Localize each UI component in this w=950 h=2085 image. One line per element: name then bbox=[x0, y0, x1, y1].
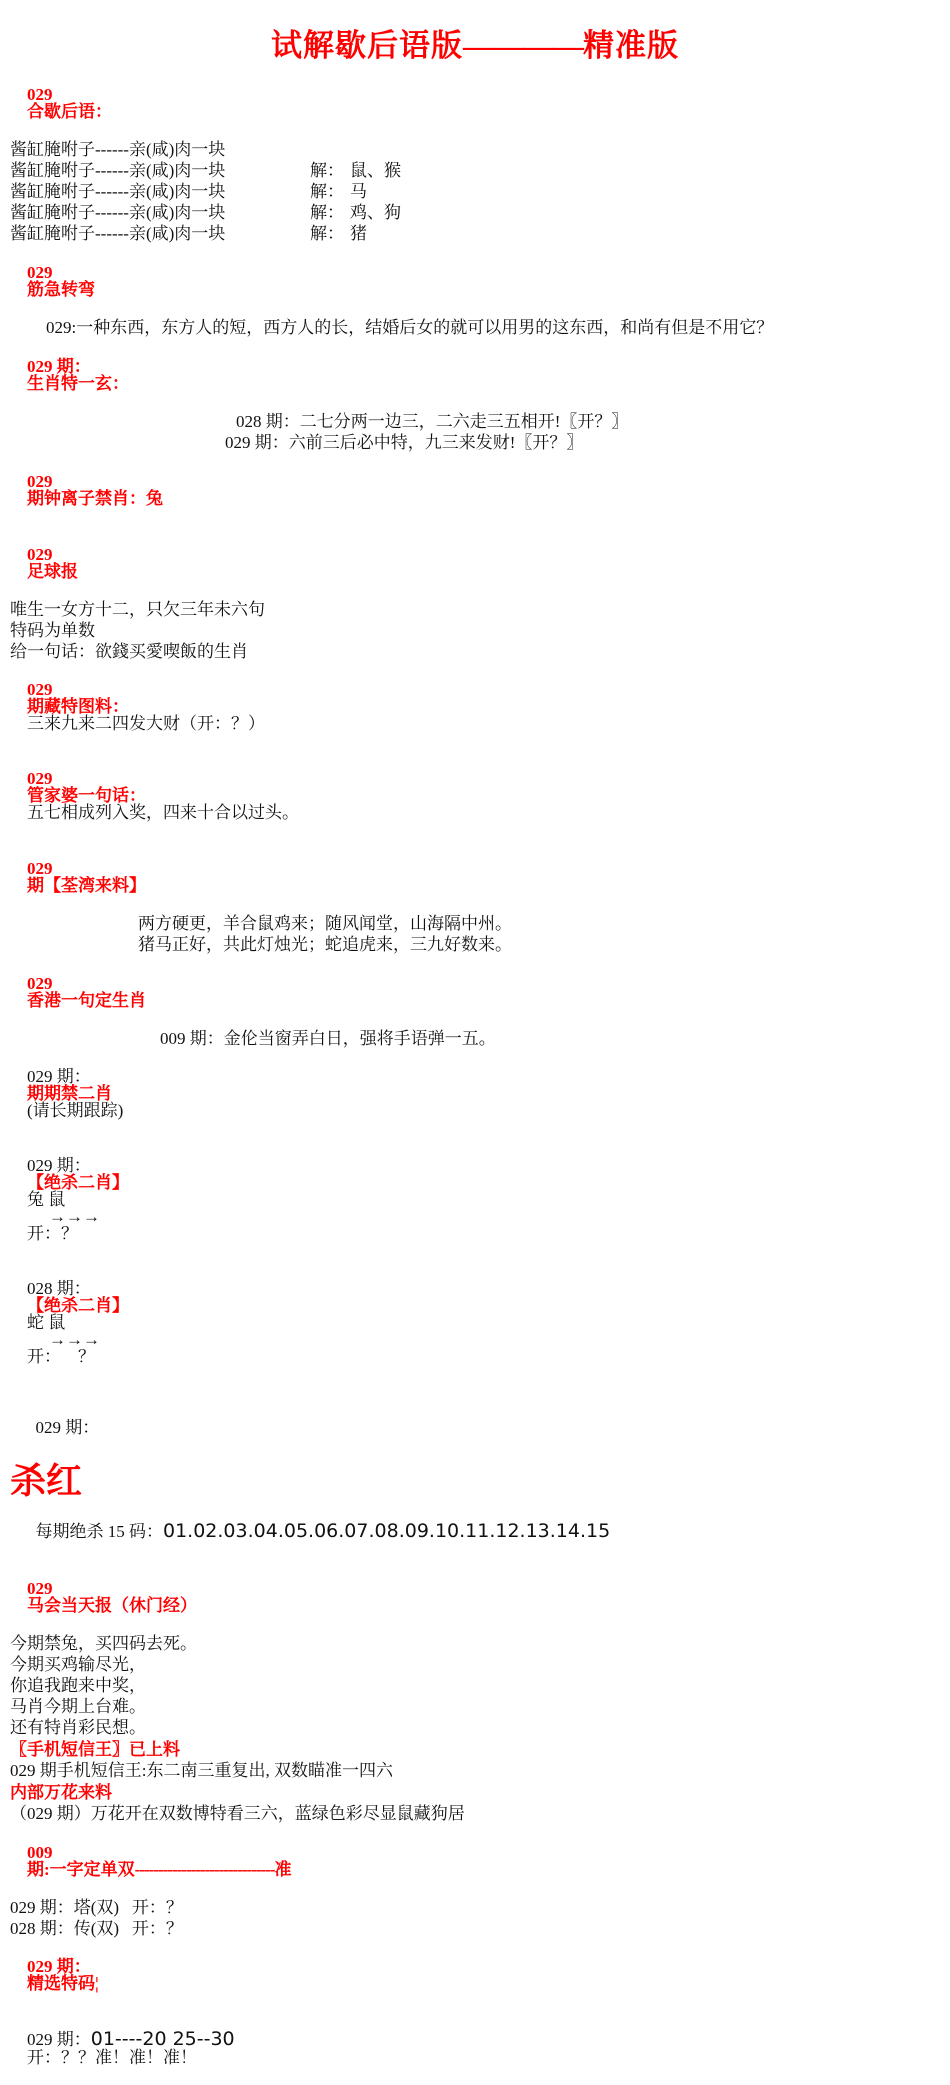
mahui-heading-text: 马会当天报（休门经） bbox=[27, 1596, 197, 1615]
yizi-heading-num: 009 bbox=[27, 1843, 53, 1862]
quanwan-heading-num: 029 bbox=[27, 859, 53, 878]
qiqijin-heading-text: 期期禁二肖 bbox=[27, 1084, 112, 1103]
qiqijin-suffix: (请长期跟踪) bbox=[27, 1101, 124, 1120]
shengxiao-line: 029 期：六前三后必中特，九三来发财!〖开？〗 bbox=[225, 433, 584, 452]
ta-chuan-line: 029 期：塔(双) 开：？ bbox=[10, 1898, 183, 1917]
xiehouyu-row bbox=[10, 160, 940, 181]
quanwan-line: 猪马正好，共此灯烛光；蛇追虎来，三九好数来。 bbox=[138, 935, 512, 954]
juesha-bracket: 【绝杀二肖】 bbox=[27, 1173, 129, 1192]
section-guanjiapo bbox=[10, 751, 940, 840]
quanwan-line: 两方硬更，羊合鼠鸡来；随风闻堂，山海隔中州。 bbox=[138, 914, 512, 933]
jinjizhuanwan-body: 029:一种东西，东方人的短，西方人的长，结婚后女的就可以用男的这东西，和尚有但是不用它？ bbox=[46, 318, 774, 337]
cangte-body: 三来九来二四发大财（开：？） bbox=[27, 714, 265, 733]
cangte-heading-num: 029 bbox=[27, 680, 53, 699]
mahui-line: 你追我跑来中奖， bbox=[10, 1676, 146, 1695]
xiehouyu-riddle: 酱缸腌咐子------亲(咸)肉一块 bbox=[10, 203, 226, 222]
juesha-bracket: 【绝杀二肖】 bbox=[27, 1296, 129, 1315]
juesha-arrow: →→→ bbox=[49, 1330, 100, 1349]
jingxuan-body-prefix: 029 期： bbox=[27, 2030, 91, 2049]
ta-chuan-line: 028 期：传(双) 开：？ bbox=[10, 1919, 183, 1938]
xiehouyu-row bbox=[10, 139, 940, 160]
section-heading-jingxuan bbox=[10, 1939, 940, 2011]
zuqiubao-heading-num: 029 bbox=[27, 545, 53, 564]
xianggang-heading-text: 香港一句定生肖 bbox=[27, 991, 146, 1010]
juesha-animals: 兔 鼠 bbox=[27, 1190, 66, 1209]
jingxuan-prefix: 029 期： bbox=[27, 1957, 91, 1976]
shengxiao-heading-text: 生肖特一玄： bbox=[27, 374, 129, 393]
mahui-line: 今期禁兔，买四码去死。 bbox=[10, 1634, 197, 1653]
xiehouyu-solve-label: 解： bbox=[310, 182, 344, 201]
xianggang-heading-num: 029 bbox=[27, 974, 53, 993]
duanxinwang-body: 029 期手机短信王:东二南三重复出, 双数瞄准一四六 bbox=[10, 1761, 393, 1780]
page-title bbox=[10, 0, 940, 67]
xiehouyu-riddle: 酱缸腌咐子------亲(咸)肉一块 bbox=[10, 224, 226, 243]
xiehouyu-riddle: 酱缸腌咐子------亲(咸)肉一块 bbox=[10, 161, 226, 180]
xiehouyu-answer: 马 bbox=[350, 182, 367, 201]
xiehouyu-riddle: 酱缸腌咐子------亲(咸)肉一块 bbox=[10, 182, 226, 201]
quanwan-heading-text: 期【荃湾来料】 bbox=[27, 876, 146, 895]
yizi-tail: 准 bbox=[274, 1860, 292, 1879]
section-shahong bbox=[10, 1384, 940, 1560]
zhongliz-heading-text: 期钟离子禁肖：兔 bbox=[27, 489, 163, 508]
juesha-arrow: →→→ bbox=[49, 1207, 100, 1226]
xiehouyu-row bbox=[10, 223, 940, 244]
xiehouyu-heading-num: 029 bbox=[27, 85, 53, 104]
xiehouyu-answer: 鸡、狗 bbox=[350, 203, 401, 222]
section-heading-duanxinwang: 〖手机短信王〗已上料 bbox=[10, 1740, 180, 1759]
juesha-line bbox=[10, 1138, 940, 1261]
mahui-line: 还有特肖彩民想。 bbox=[10, 1718, 146, 1737]
shahong-prefix-line bbox=[10, 1400, 940, 1455]
jingxuan-body-numbers: 01----20 25--30 bbox=[90, 2028, 235, 2050]
shahong-title: 杀红 bbox=[10, 1461, 83, 1501]
xianggang-line: 009 期：金伦当窗弄白日，强将手语弹一五。 bbox=[160, 1029, 496, 1048]
cangte-heading-text: 期藏特图料： bbox=[27, 697, 129, 716]
section-heading-xiehouyu bbox=[10, 67, 940, 139]
xiehouyu-answer: 猪 bbox=[350, 224, 367, 243]
wanhua-body: （029 期）万花开在双数博特看三六，蓝绿色彩尽显鼠藏狗居 bbox=[10, 1804, 465, 1823]
section-heading-shengxiao bbox=[10, 338, 940, 411]
xiehouyu-row bbox=[10, 202, 940, 223]
section-heading-mahui bbox=[10, 1560, 940, 1633]
xiehouyu-solve-label: 解： bbox=[310, 161, 344, 180]
zuqiubao-line: 唯生一女方十二，只欠三年未六句 bbox=[10, 600, 265, 619]
shahong-label: 每期绝杀 15 码： bbox=[35, 1522, 163, 1541]
section-qiqijin bbox=[10, 1049, 940, 1138]
xiehouyu-solve-label: 解： bbox=[310, 203, 344, 222]
mahui-line: 今期买鸡输尽光， bbox=[10, 1655, 146, 1674]
jingxuan-heading-text: 精选特码¦ bbox=[27, 1974, 99, 1993]
xiehouyu-answer: 鼠、猴 bbox=[350, 161, 401, 180]
xiehouyu-riddle: 酱缸腌咐子------亲(咸)肉一块 bbox=[10, 140, 226, 159]
juesha-animals: 蛇 鼠 bbox=[27, 1313, 66, 1332]
jingxuan-body bbox=[10, 2011, 940, 2085]
section-heading-zuqiubao bbox=[10, 526, 940, 599]
mahui-heading-num: 029 bbox=[27, 1579, 53, 1598]
section-cangte bbox=[10, 662, 940, 751]
shahong-numbers: 01.02.03.04.05.06.07.08.09.10.11.12.13.14.15 bbox=[163, 1520, 611, 1542]
zuqiubao-heading-text: 足球报 bbox=[27, 562, 78, 581]
yizi-dashes: ------------------------------ bbox=[134, 1860, 275, 1879]
shahong-numbers-line bbox=[10, 1503, 940, 1560]
juesha-line bbox=[10, 1261, 940, 1384]
jinjizhuanwan-heading-num: 029 bbox=[27, 263, 53, 282]
section-heading-quanwan bbox=[10, 840, 940, 913]
guanjiapo-heading-num: 029 bbox=[27, 769, 53, 788]
juesha-open: 开： ？ bbox=[27, 1347, 95, 1366]
jinjizhuanwan-heading-text: 筋急转弯 bbox=[27, 280, 95, 299]
mahui-line: 马肖今期上台难。 bbox=[10, 1697, 146, 1716]
section-heading-wanhua: 内部万花来料 bbox=[10, 1783, 112, 1802]
xiehouyu-solve-label: 解： bbox=[310, 224, 344, 243]
guanjiapo-heading-text: 管家婆一句话： bbox=[27, 786, 146, 805]
xiehouyu-heading-text: 合歇后语： bbox=[27, 102, 112, 121]
shengxiao-line: 028 期：二七分两一边三，二六走三五相开!〖开？〗 bbox=[236, 412, 629, 431]
zhongliz-heading-num: 029 bbox=[27, 472, 53, 491]
page-title-main: 试解歇后语版 bbox=[271, 28, 463, 63]
section-heading-xianggang bbox=[10, 955, 940, 1028]
page-title-suffix: 精准版 bbox=[583, 28, 679, 63]
zuqiubao-line: 特码为单数 bbox=[10, 621, 95, 640]
juesha-prefix: 028 期： bbox=[27, 1279, 91, 1298]
guanjiapo-body: 五七相成列入奖，四来十合以过头。 bbox=[27, 803, 299, 822]
jingxuan-body-tail: 开：？？准！准！准！ bbox=[27, 2048, 197, 2067]
juesha-prefix: 029 期： bbox=[27, 1156, 91, 1175]
qiqijin-prefix: 029 期： bbox=[27, 1067, 91, 1086]
juesha-open: 开：？ bbox=[27, 1224, 78, 1243]
zuqiubao-line: 给一句话：欲錢买愛喫飯的生肖 bbox=[10, 642, 248, 661]
section-heading-yizi bbox=[10, 1824, 940, 1897]
page-title-dash: ———— bbox=[463, 28, 583, 63]
shahong-prefix: 029 期： bbox=[35, 1418, 100, 1437]
section-heading-jinjizhuanwan bbox=[10, 244, 940, 317]
yizi-heading-text: 期:一字定单双 bbox=[27, 1860, 135, 1879]
section-heading-zhongliz bbox=[10, 453, 940, 526]
xiehouyu-row bbox=[10, 181, 940, 202]
shengxiao-heading-num: 029 期： bbox=[27, 357, 91, 376]
